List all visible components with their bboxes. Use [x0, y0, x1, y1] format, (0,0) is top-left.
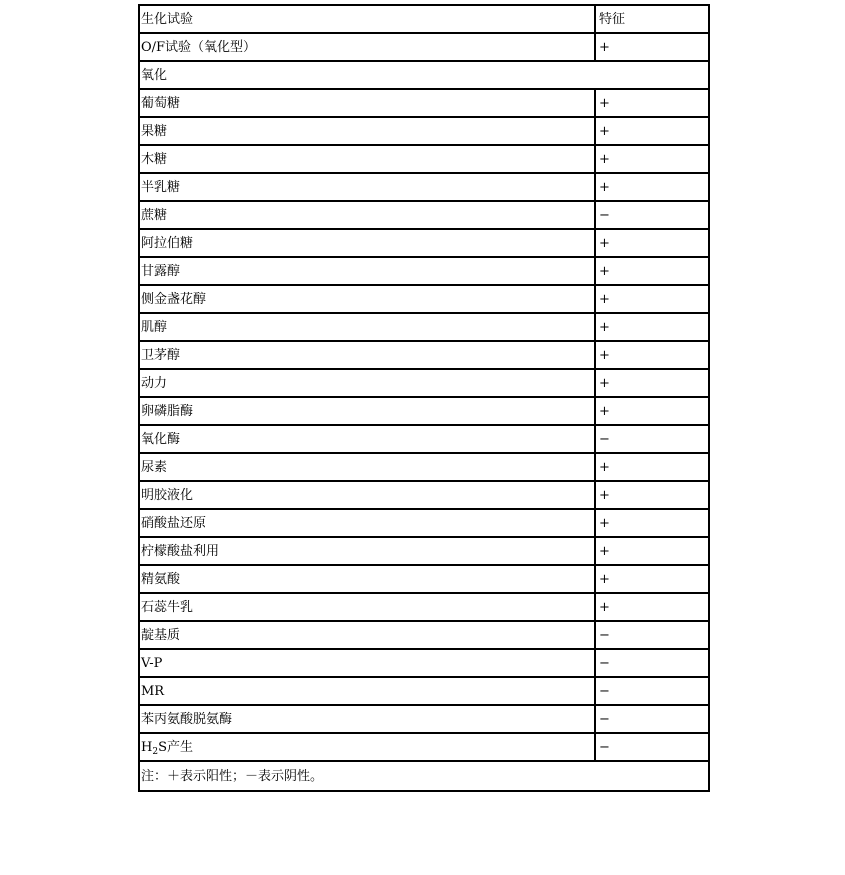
feature-value-cell: +: [595, 537, 709, 565]
h2s-subscript: 2: [152, 746, 159, 757]
test-name-cell: 靛基质: [139, 621, 595, 649]
header-row: [139, 5, 709, 33]
feature-value-cell: +: [595, 453, 709, 481]
table-row: [139, 621, 709, 649]
feature-value-cell: +: [595, 285, 709, 313]
table-row: [139, 89, 709, 117]
table-row: [139, 593, 709, 621]
table-body: [139, 5, 709, 791]
feature-value-cell: +: [595, 117, 709, 145]
test-name-cell: 明胶液化: [139, 481, 595, 509]
table-row: [139, 537, 709, 565]
test-name-cell: 氧化酶: [139, 425, 595, 453]
feature-value-cell: +: [595, 257, 709, 285]
table-row: [139, 705, 709, 733]
test-name-cell: V-P: [139, 649, 595, 677]
test-name-cell: 侧金盏花醇: [139, 285, 595, 313]
table-row: [139, 285, 709, 313]
feature-value-cell: −: [595, 425, 709, 453]
table-row: [139, 733, 709, 761]
test-name-cell: 甘露醇: [139, 257, 595, 285]
test-name-cell: 果糖: [139, 117, 595, 145]
feature-value-cell: +: [595, 481, 709, 509]
feature-value-cell: +: [595, 33, 709, 61]
test-name-cell: 精氨酸: [139, 565, 595, 593]
test-name-cell: 肌醇: [139, 313, 595, 341]
feature-value-cell: −: [595, 733, 709, 761]
table-row: [139, 201, 709, 229]
table-row: [139, 677, 709, 705]
table-row: [139, 117, 709, 145]
test-name-cell: 木糖: [139, 145, 595, 173]
table-row: [139, 649, 709, 677]
table-row: [139, 369, 709, 397]
table-row: [139, 33, 709, 61]
table-row: [139, 145, 709, 173]
table-row: [139, 257, 709, 285]
note-cell: 注：＋表示阳性；－表示阴性。: [139, 761, 709, 791]
test-name-cell: 葡萄糖: [139, 89, 595, 117]
h2s-prefix: H: [141, 739, 153, 755]
test-name-cell: 动力: [139, 369, 595, 397]
table-row: [139, 565, 709, 593]
table-row: [139, 229, 709, 257]
note-row: [139, 761, 709, 791]
feature-value-cell: +: [595, 145, 709, 173]
table-row: [139, 341, 709, 369]
feature-value-cell: +: [595, 341, 709, 369]
feature-value-cell: −: [595, 677, 709, 705]
header-test-cell: 生化试验: [139, 5, 595, 33]
test-name-cell: 柠檬酸盐利用: [139, 537, 595, 565]
feature-value-cell: +: [595, 313, 709, 341]
test-name-cell: 卵磷脂酶: [139, 397, 595, 425]
section-row: [139, 61, 709, 89]
test-name-cell: 苯丙氨酸脱氨酶: [139, 705, 595, 733]
feature-value-cell: −: [595, 649, 709, 677]
feature-value-cell: −: [595, 201, 709, 229]
feature-value-cell: −: [595, 705, 709, 733]
test-name-cell: MR: [139, 677, 595, 705]
feature-value-cell: +: [595, 369, 709, 397]
test-name-cell: 石蕊牛乳: [139, 593, 595, 621]
table-row: [139, 313, 709, 341]
feature-value-cell: +: [595, 397, 709, 425]
header-feature-cell: 特征: [595, 5, 709, 33]
table-row: [139, 173, 709, 201]
test-name-cell: 蔗糖: [139, 201, 595, 229]
feature-value-cell: +: [595, 593, 709, 621]
section-label-cell: 氧化: [139, 61, 709, 89]
test-name-cell: 阿拉伯糖: [139, 229, 595, 257]
test-name-cell: O/F试验（氧化型）: [139, 33, 595, 61]
test-name-cell: 半乳糖: [139, 173, 595, 201]
h2s-suffix: S产生: [158, 739, 193, 755]
table-row: [139, 397, 709, 425]
test-name-cell: 硝酸盐还原: [139, 509, 595, 537]
feature-value-cell: −: [595, 621, 709, 649]
table-row: [139, 453, 709, 481]
test-name-cell: 尿素: [139, 453, 595, 481]
feature-value-cell: +: [595, 173, 709, 201]
biochemical-test-table: [138, 4, 710, 792]
table-row: [139, 481, 709, 509]
feature-value-cell: +: [595, 509, 709, 537]
table-row: [139, 509, 709, 537]
table-row: [139, 425, 709, 453]
test-name-cell: 卫茅醇: [139, 341, 595, 369]
test-name-cell: [139, 733, 595, 761]
feature-value-cell: +: [595, 229, 709, 257]
feature-value-cell: +: [595, 565, 709, 593]
feature-value-cell: +: [595, 89, 709, 117]
